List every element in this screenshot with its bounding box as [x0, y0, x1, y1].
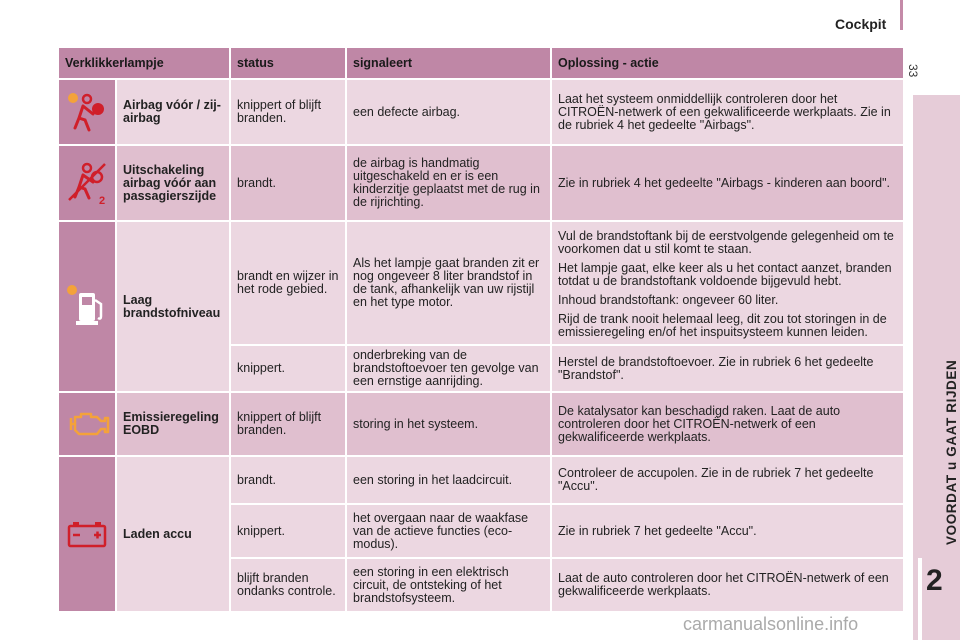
lamp-action	[551, 221, 904, 345]
lamp-status: knippert of blijft branden.	[230, 79, 346, 145]
action-paragraph: Het lampje gaat, elke keer als u het contact aanzet, branden totdat u de brandstoftank voldoende bijgevuld hebt.	[558, 260, 892, 288]
lamp-name: Airbag vóór / zij-airbag	[116, 79, 230, 145]
lamp-signal: een storing in het laadcircuit.	[346, 456, 551, 504]
table-row	[58, 79, 904, 145]
table-header-row	[58, 47, 904, 79]
fuel-pump-icon	[65, 284, 111, 330]
lamp-action: Zie in rubriek 4 het gedeelte "Airbags - kinderen aan boord".	[551, 145, 904, 221]
lamp-status: knippert.	[230, 345, 346, 392]
lamp-name: Uitschakeling airbag vóór aan passagierszijde	[116, 145, 230, 221]
table-row	[58, 145, 904, 221]
lamp-icon-cell	[58, 392, 116, 456]
lamp-action: De katalysator kan beschadigd raken. Laat de auto controleren door het CITROËN-netwerk of een gekwalificeerde werkplaats.	[551, 392, 904, 456]
chapter-number: 2	[926, 564, 943, 597]
lamp-icon-cell	[58, 456, 116, 612]
chapter-divider	[918, 558, 922, 640]
page-number: 33	[906, 64, 920, 78]
action-paragraph: Rijd de trank nooit helemaal leeg, dit zou tot storingen in de emissieregeling en/of het inspuitsysteem kunnen leiden.	[558, 311, 887, 339]
page-header-title: Cockpit	[835, 16, 887, 32]
battery-icon	[66, 520, 108, 548]
lamp-name: Laden accu	[116, 456, 230, 612]
top-rule	[900, 0, 903, 30]
column-header-action: Oplossing - actie	[551, 47, 904, 79]
lamp-icon-cell	[58, 79, 116, 145]
lamp-name: Laag brandstofniveau	[116, 221, 230, 392]
table-row	[58, 456, 904, 504]
column-header-lamp: Verklikkerlampje	[58, 47, 230, 79]
lamp-signal: storing in het systeem.	[346, 392, 551, 456]
lamp-status: brandt en wijzer in het rode gebied.	[230, 221, 346, 345]
warning-lamps-table	[57, 46, 905, 613]
watermark: carmanualsonline.info	[683, 614, 859, 634]
svg-text:2: 2	[99, 195, 106, 206]
action-paragraph: Inhoud brandstoftank: ongeveer 60 liter.	[558, 292, 779, 307]
airbag-icon	[65, 90, 109, 134]
airbag-off-icon	[65, 160, 111, 206]
lamp-action: Herstel de brandstoftoevoer. Zie in rubriek 6 het gedeelte "Brandstof".	[551, 345, 904, 392]
lamp-status: brandt.	[230, 456, 346, 504]
lamp-icon-cell	[58, 145, 116, 221]
action-paragraph: Vul de brandstoftank bij de eerstvolgende gelegenheid om te voorkomen dat u stil komt te staan.	[558, 228, 894, 256]
table-row	[58, 392, 904, 456]
lamp-action: Controleer de accupolen. Zie in de rubriek 7 het gedeelte "Accu".	[551, 456, 904, 504]
chapter-section-title: VOORDAT u GAAT RIJDEN	[944, 359, 959, 545]
engine-icon	[65, 409, 111, 439]
lamp-action: Laat de auto controleren door het CITROËN-netwerk of een gekwalificeerde werkplaats.	[551, 558, 904, 612]
lamp-signal: Als het lampje gaat branden zit er nog ongeveer 8 liter brandstof in de tank, afhankelijk van uw rijstijl en het type motor.	[346, 221, 551, 345]
lamp-signal: een storing in een elektrisch circuit, de ontsteking of het brandstofsysteem.	[346, 558, 551, 612]
lamp-status: brandt.	[230, 145, 346, 221]
lamp-status: knippert.	[230, 504, 346, 558]
lamp-signal: een defecte airbag.	[346, 79, 551, 145]
column-header-signal: signaleert	[346, 47, 551, 79]
lamp-status: knippert of blijft branden.	[230, 392, 346, 456]
column-header-status: status	[230, 47, 346, 79]
lamp-action: Laat het systeem onmiddellijk controleren door het CITROËN-netwerk of een gekwalificeerde werkplaats. Zie in de rubriek 4 het gedeelte "Airbags".	[551, 79, 904, 145]
lamp-status: blijft branden ondanks controle.	[230, 558, 346, 612]
lamp-signal: de airbag is handmatig uitgeschakeld en er is een kinderzitje geplaatst met de rug in de rijrichting.	[346, 145, 551, 221]
lamp-signal: onderbreking van de brandstoftoevoer ten gevolge van een ernstige aanrijding.	[346, 345, 551, 392]
lamp-icon-cell	[58, 221, 116, 392]
lamp-action: Zie in rubriek 7 het gedeelte "Accu".	[551, 504, 904, 558]
lamp-name: Emissieregeling EOBD	[116, 392, 230, 456]
lamp-signal: het overgaan naar de waakfase van de actieve functies (eco-modus).	[346, 504, 551, 558]
table-row	[58, 221, 904, 345]
